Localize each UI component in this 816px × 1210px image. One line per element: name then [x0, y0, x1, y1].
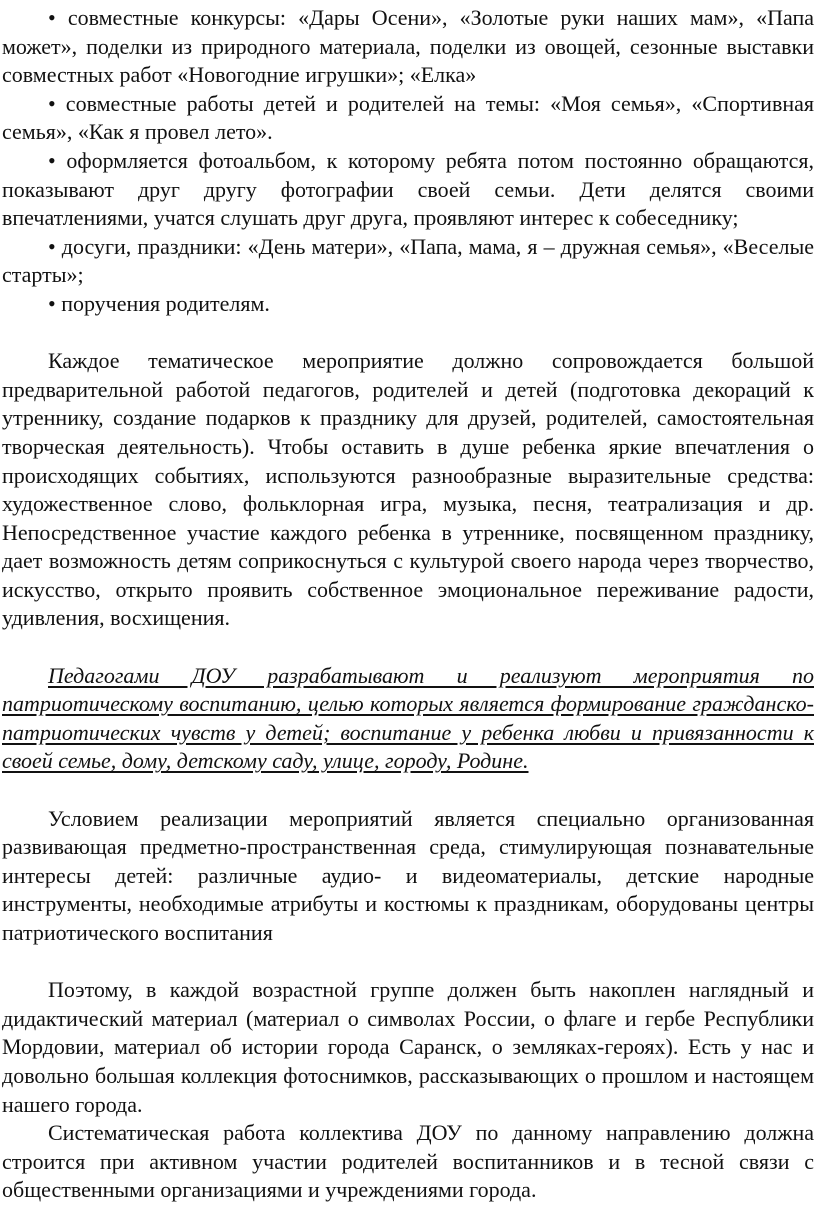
- bullet-parent-tasks: • поручения родителям.: [48, 290, 270, 316]
- paragraph-spacer: [2, 633, 814, 662]
- bullet-contests: • совместные конкурсы: «Дары Осени», «Золотые руки наших мам», «Папа может», поделки из природного материала, поделки из овощей, сезонные выставки совместных работ «Новогодние игрушки»; «Елка»: [2, 5, 814, 88]
- paragraph-spacer: [2, 776, 814, 805]
- paragraph-system: Систематическая работа коллектива ДОУ по данному направлению должна строится при активном участии родителей воспитанников и в тесной связи с общественными организациями и учреждениями города.: [2, 1120, 814, 1203]
- paragraph-spacer: [2, 948, 814, 977]
- bullet-holidays: • досуги, праздники: «День матери», «Папа, мама, я – дружная семья», «Веселые старты»;: [2, 233, 814, 288]
- paragraph-materials: Поэтому, в каждой возрастной группе должен быть накоплен наглядный и дидактический материал (материал о символах России, о флаге и гербе Республики Мордовии, материал об истории города Саранск, о земляках-героях). Есть у нас и довольно большая коллекция фотоснимков, рассказывающих о прошлом и настоящем нашего города.: [2, 977, 814, 1117]
- paragraph-events: Каждое тематическое мероприятие должно сопровождается большой предварительной работой педагогов, родителей и детей (подготовка декораций к утреннику, создание подарков к празднику для друзей, родителей, самостоятельная творческая деятельность). Чтобы оставить в душе ребенка яркие впечатления о происходящих событиях, используются разнообразные выразительные средства: художественное слово, фольклорная игра, музыка, песня, театрализация и др. Непосредственное участие каждого ребенка в утреннике, посвященном празднику, дает возможность детям соприкоснуться с культурой своего народа через творчество, искусство, открыто проявить собственное эмоциональное переживание радости, удивления, восхищения.: [2, 348, 814, 631]
- paragraph-emphasis: Педагогами ДОУ разрабатывают и реализуют мероприятия по патриотическому воспитанию, целью которых является формирование гражданско-патриотических чувств у детей; воспитание у ребенка любви и привязанности к своей семье, дому, детскому саду, улице, городу, Родине.: [2, 662, 814, 774]
- bullet-joint-works: • совместные работы детей и родителей на темы: «Моя семья», «Спортивная семья», «Как я провел лето».: [2, 90, 814, 145]
- paragraph-environment: Условием реализации мероприятий является специально организованная развивающая предметно-пространственная среда, стимулирующая познавательные интересы детей: различные аудио- и видеоматериалы, детские народные инструменты, необходимые атрибуты и костюмы к праздникам, оборудованы центры патриотического воспитания: [2, 805, 814, 945]
- paragraph-spacer: [2, 319, 814, 348]
- bullet-photo-album: • оформляется фотоальбом, к которому ребята потом постоянно обращаются, показывают друг другу фотографии своей семьи. Дети делятся своими впечатлениями, учатся слушать друг друга, проявляют интерес к собеседнику;: [2, 147, 814, 231]
